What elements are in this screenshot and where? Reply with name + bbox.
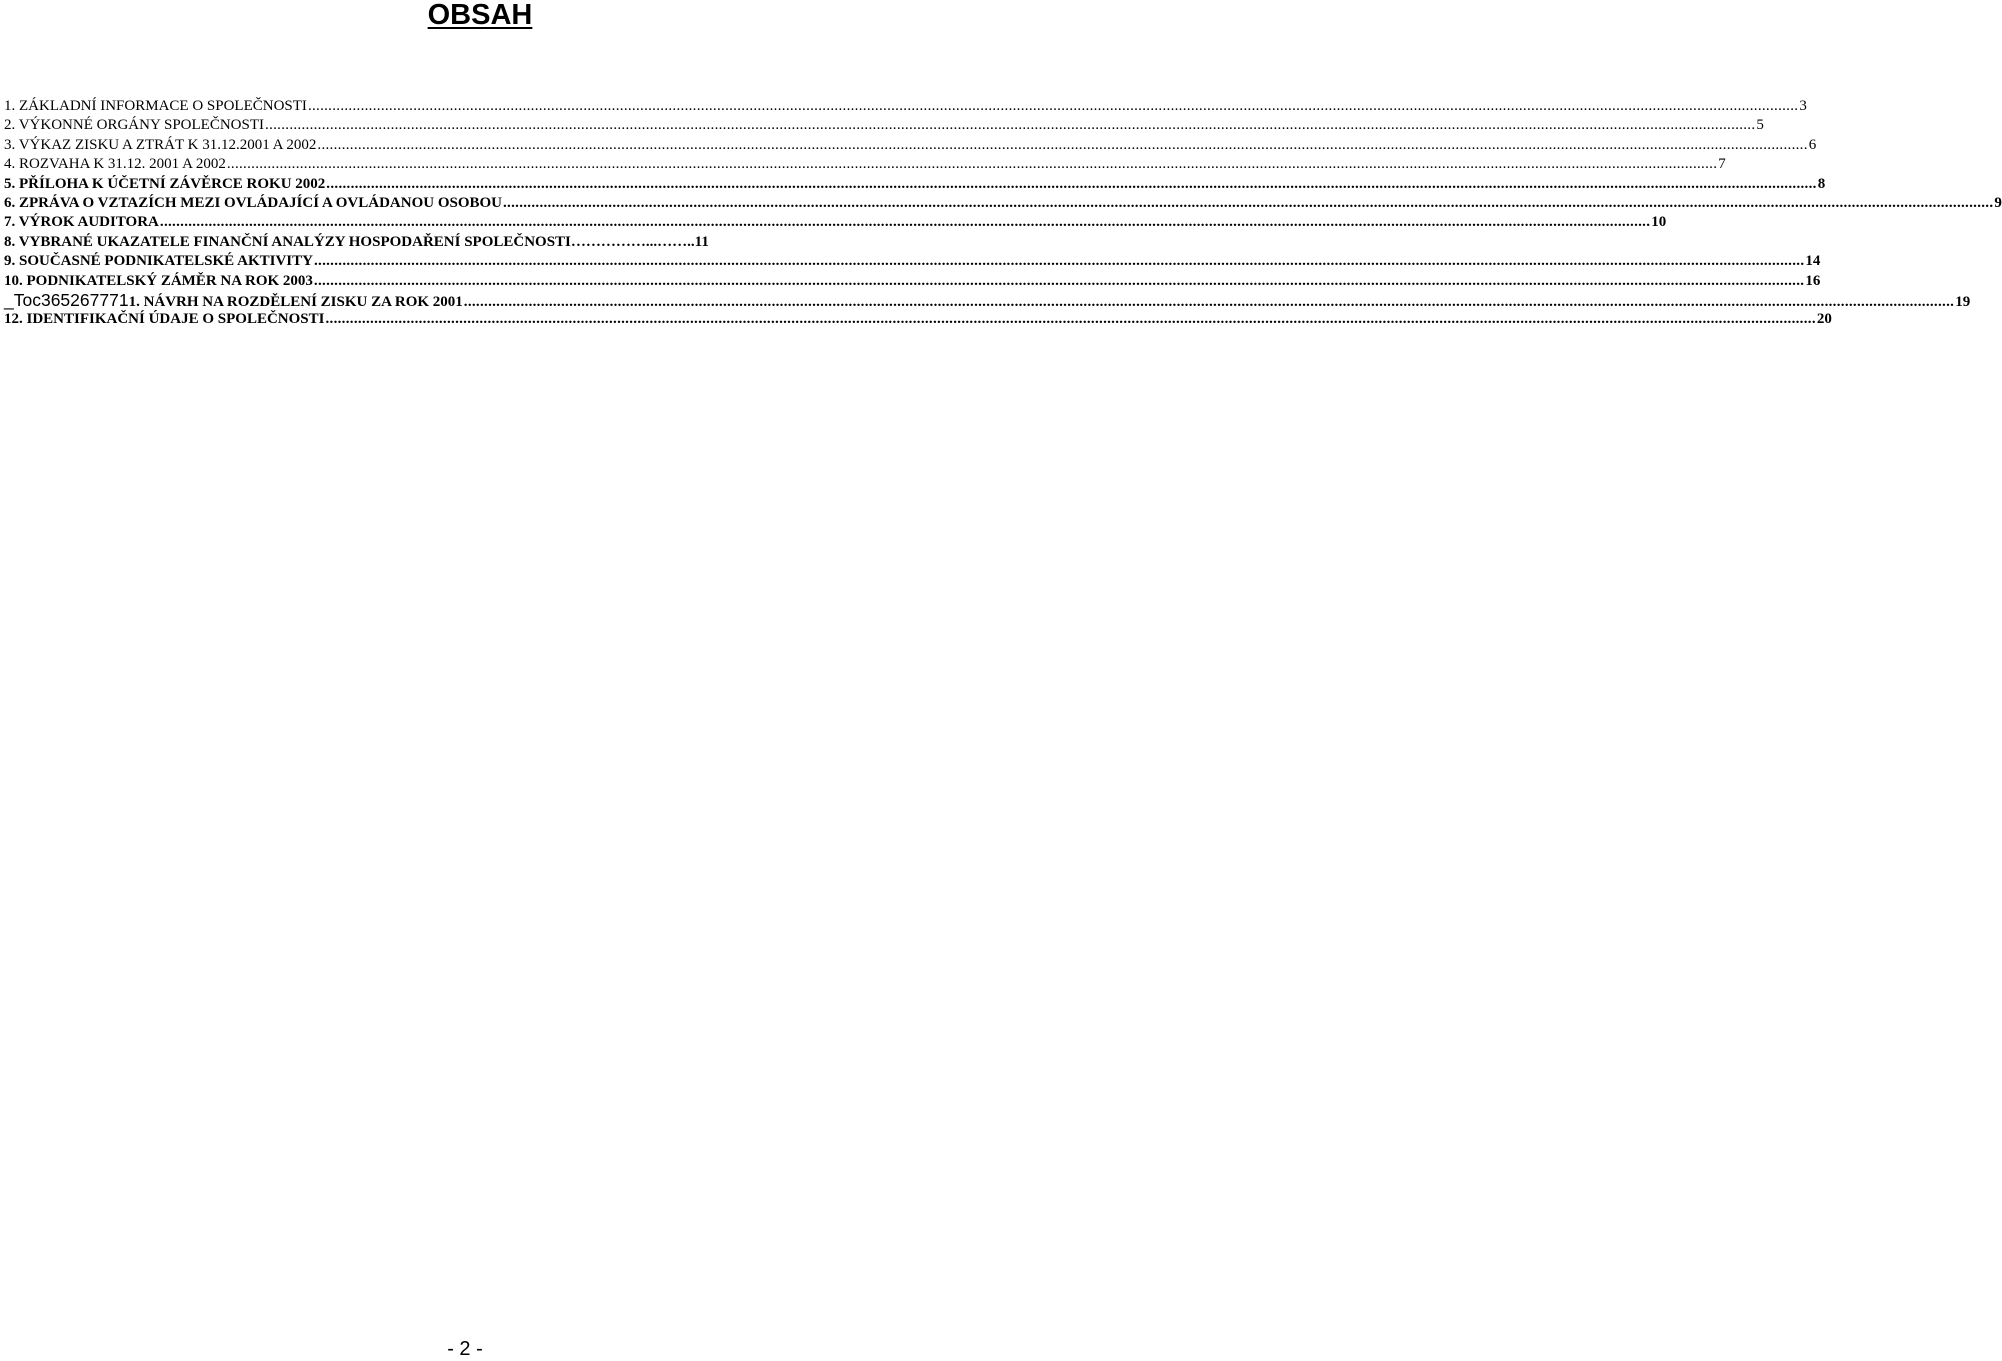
toc-entry[interactable]	[4, 233, 962, 252]
toc-entry[interactable]	[4, 213, 1667, 232]
toc-dot-leader	[160, 213, 1650, 232]
toc-entry-title: 5. PŘÍLOHA K ÚČETNÍ ZÁVĚRCE ROKU 2002	[4, 175, 326, 192]
toc-entry-page: 14	[1805, 253, 1821, 270]
toc-entry[interactable]	[4, 155, 1726, 174]
toc-entry[interactable]	[4, 252, 1821, 271]
toc-entry[interactable]	[4, 116, 1764, 135]
page-title: OBSAH	[427, 0, 533, 31]
toc-entry-page: 6	[1808, 136, 1817, 153]
toc-entry-title: 10. PODNIKATELSKÝ ZÁMĚR NA ROK 2003	[4, 272, 313, 289]
toc-entry[interactable]	[4, 194, 2002, 213]
toc-entry-title: 9. SOUČASNÉ PODNIKATELSKÉ AKTIVITY	[4, 253, 313, 270]
page-number: - 2 -	[447, 1338, 483, 1360]
toc-entry[interactable]	[4, 97, 1807, 116]
toc-entry-page: 7	[1718, 156, 1726, 173]
toc-entry-title: 12. IDENTIFIKAČNÍ ÚDAJE O SPOLEČNOSTI	[4, 311, 325, 328]
toc-dot-leader	[308, 97, 1798, 116]
toc-entry-page: 16	[1805, 272, 1821, 289]
toc-entry-page: 8	[1817, 175, 1826, 192]
toc-dot-leader	[317, 136, 1807, 155]
toc-entry-title: 6. ZPRÁVA O VZTAZÍCH MEZI OVLÁDAJÍCÍ A OVLÁDANOU OSOBOU	[4, 194, 502, 211]
toc-entry-title: 1. NÁVRH NA ROZDĚLENÍ ZISKU ZA ROK 2001	[128, 293, 463, 310]
toc-dot-leader	[227, 155, 1717, 174]
toc-entry-title: 1. ZÁKLADNÍ INFORMACE O SPOLEČNOSTI	[4, 98, 307, 114]
toc-entry-title: 4. ROZVAHA K 31.12. 2001 A 2002	[4, 156, 226, 173]
toc-dot-leader	[314, 272, 1804, 291]
toc-entry[interactable]	[4, 136, 1817, 155]
toc-dot-leader	[326, 175, 1816, 194]
toc-entry-page: 10	[1651, 214, 1667, 231]
toc-entry-title: 2. VÝKONNÉ ORGÁNY SPOLEČNOSTI	[4, 117, 265, 134]
toc-entry[interactable]	[4, 272, 1821, 291]
toc-bookmark-artifact: _Toc365267771	[4, 289, 129, 310]
toc-entry-page: 20	[1816, 311, 1832, 328]
toc-entry-page: 19	[1955, 293, 1971, 310]
toc-entry-page: 9	[1994, 194, 2002, 211]
toc-entry-page: 5	[1756, 117, 1764, 134]
toc-dot-leader	[503, 194, 1993, 213]
toc-entry-title: 8. VYBRANÉ UKAZATELE FINANČNÍ ANALÝZY HOSPODAŘENÍ SPOLEČNOSTI……………...……..	[4, 233, 695, 250]
toc-dot-leader	[314, 252, 1804, 271]
toc-dot-leader	[265, 116, 1755, 135]
toc-entry-title: 3. VÝKAZ ZISKU A ZTRÁT K 31.12.2001 A 2002	[4, 136, 317, 153]
toc-entry[interactable]	[4, 310, 1832, 329]
toc-entry-page: 3	[1799, 98, 1807, 114]
toc-entry-page: 11	[694, 233, 709, 250]
toc-entry[interactable]	[4, 289, 1971, 310]
table-of-contents	[4, 97, 2002, 330]
toc-entry-title: 7. VÝROK AUDITORA	[4, 214, 159, 231]
toc-dot-leader	[325, 310, 1815, 329]
toc-entry[interactable]	[4, 175, 1826, 194]
